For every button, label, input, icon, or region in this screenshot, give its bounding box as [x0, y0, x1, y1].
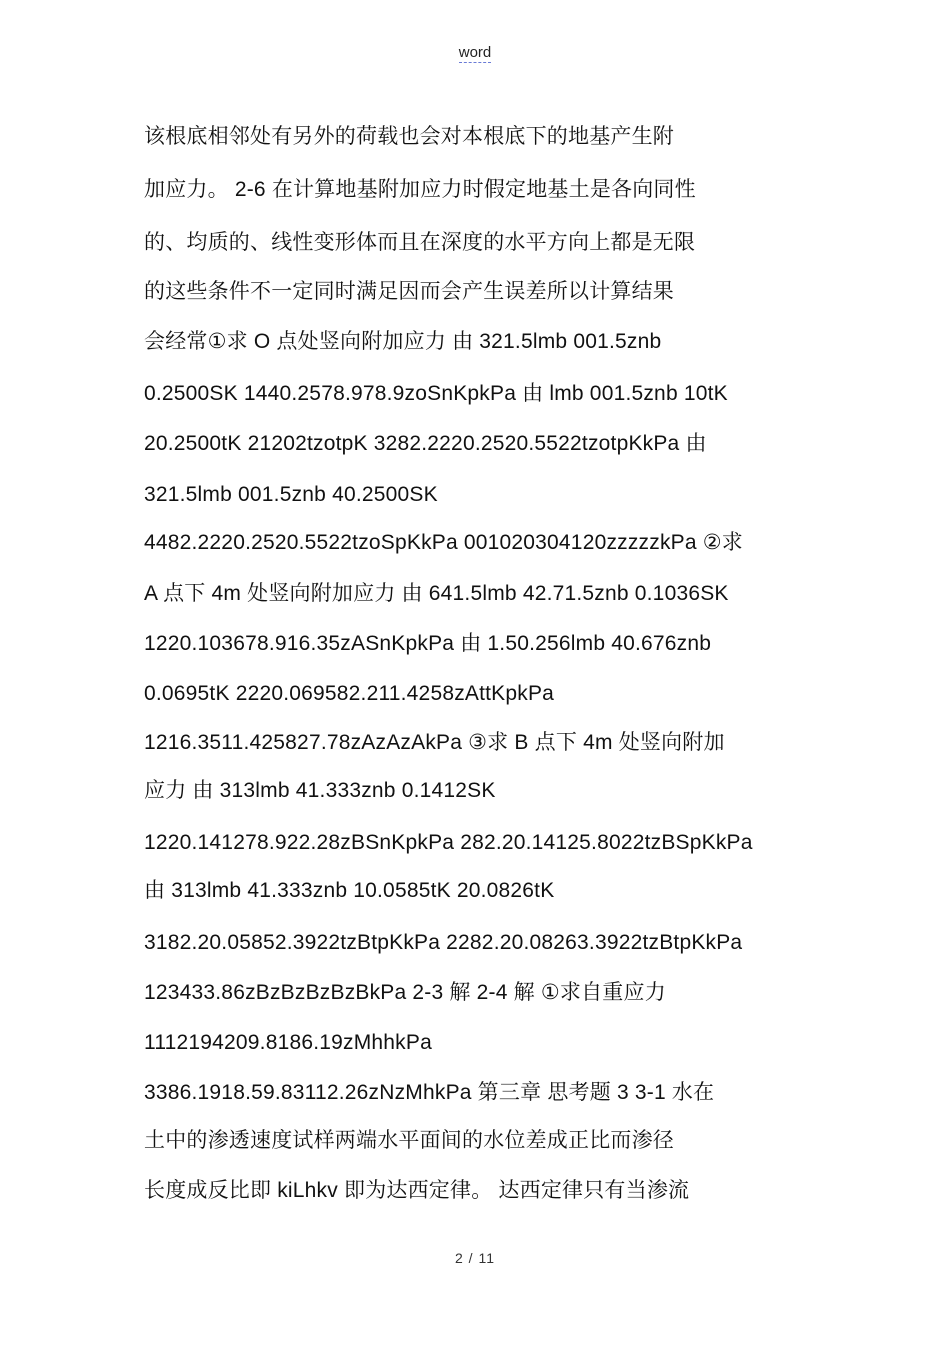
- text-line: 123433.86zBzBzBzBzBkPa 2-3 解 2-4 解 ①求自重应力: [144, 981, 666, 1004]
- text-line: A 点下 4m 处竖向附加应力 由 641.5lmb 42.71.5znb 0.1036SK: [144, 582, 729, 605]
- text-line: 的、均质的、线性变形体而且在深度的水平方向上都是无限: [144, 231, 696, 254]
- text-line: 321.5lmb 001.5znb 40.2500SK: [144, 483, 438, 506]
- text-line: 20.2500tK 21202tzotpK 3282.2220.2520.5522tzotpKkPa 由: [144, 432, 707, 455]
- header-title: word: [458, 44, 492, 61]
- text-line: 应力 由 313lmb 41.333znb 0.1412SK: [144, 779, 496, 802]
- text-line: 该根底相邻处有另外的荷载也会对本根底下的地基产生附: [144, 125, 674, 148]
- text-line: 土中的渗透速度试样两端水平面间的水位差成正比而渗径: [144, 1129, 674, 1152]
- text-line: 的这些条件不一定同时满足因而会产生误差所以计算结果: [144, 280, 674, 303]
- text-line: 3386.1918.59.83112.26zNzMhkPa 第三章 思考题 3 3-1 水在: [144, 1081, 715, 1104]
- text-line: 1220.141278.922.28zBSnKpkPa 282.20.14125.8022tzBSpKkPa: [144, 831, 753, 854]
- text-line: 1112194209.8186.19zMhhkPa: [144, 1031, 432, 1054]
- text-line: 4482.2220.2520.5522tzoSpKkPa 001020304120zzzzzkPa ②求: [144, 531, 743, 554]
- text-line: 长度成反比即 kiLhkv 即为达西定律。 达西定律只有当渗流: [144, 1179, 690, 1202]
- text-line: 1216.3511.425827.78zAzAzAkPa ③求 B 点下 4m 处竖向附加: [144, 731, 725, 754]
- text-line: 3182.20.05852.3922tzBtpKkPa 2282.20.08263.3922tzBtpKkPa: [144, 931, 743, 954]
- text-line: 由 313lmb 41.333znb 10.0585tK 20.0826tK: [144, 879, 555, 902]
- text-line: 0.0695tK 2220.069582.211.4258zAttKpkPa: [144, 682, 555, 705]
- text-line: 1220.103678.916.35zASnKpkPa 由 1.50.256lmb 40.676znb: [144, 632, 712, 655]
- text-line: 加应力。 2-6 在计算地基附加应力时假定地基土是各向同性: [144, 178, 696, 201]
- text-line: 会经常①求 O 点处竖向附加应力 由 321.5lmb 001.5znb: [144, 330, 662, 353]
- page-number: 2 / 11: [455, 1250, 495, 1266]
- text-line: 0.2500SK 1440.2578.978.9zoSnKpkPa 由 lmb 001.5znb 10tK: [144, 382, 728, 405]
- page-header: [0, 44, 950, 61]
